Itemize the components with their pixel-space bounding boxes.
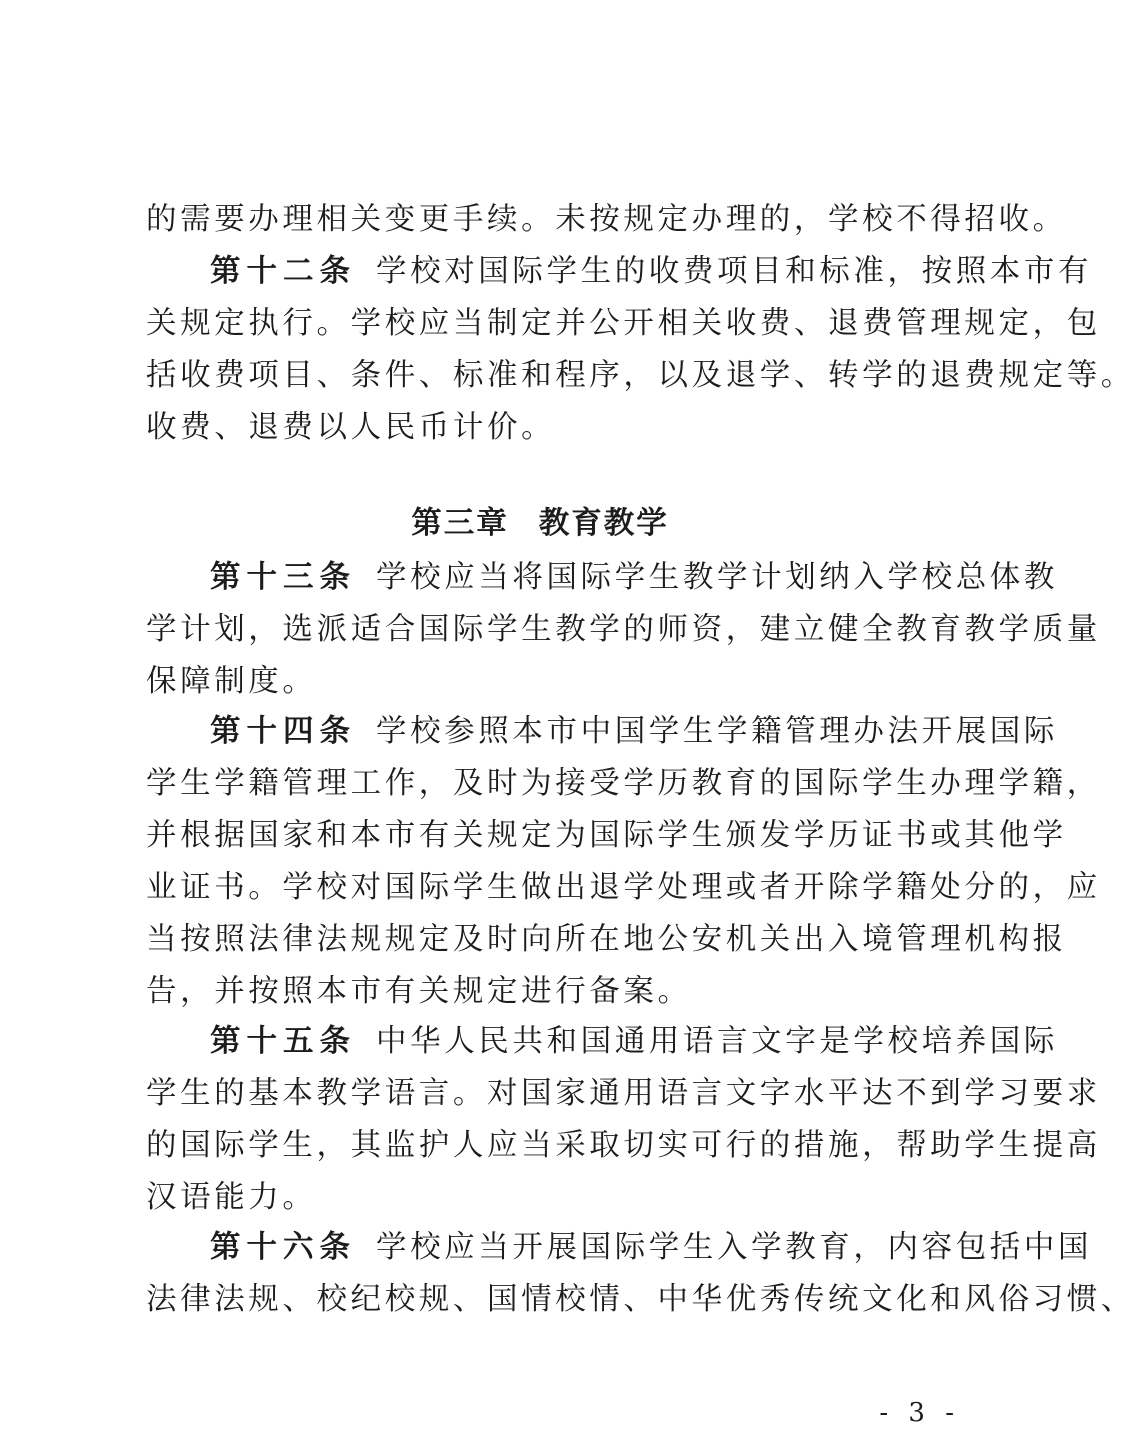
line-text: 学计划，选派适合国际学生教学的师资，建立健全教育教学质量 (146, 612, 1101, 647)
article-13-label: 第十三条 (210, 560, 356, 595)
text-line (146, 758, 1101, 810)
article-15-heading-line (210, 1016, 1058, 1068)
line-text: 业证书。学校对国际学生做出退学处理或者开除学籍处分的，应 (146, 870, 1101, 905)
line-text: 学校参照本市中国学生学籍管理办法开展国际 (376, 714, 1058, 749)
text-line (146, 402, 946, 454)
text-line (146, 1274, 1135, 1326)
line-text: 中华人民共和国通用语言文字是学校培养国际 (376, 1024, 1058, 1059)
text-line (146, 914, 1067, 966)
line-text: 学校应当开展国际学生入学教育，内容包括中国 (376, 1230, 1093, 1265)
line-text: 学生的基本教学语言。对国家通用语言文字水平达不到学习要求 (146, 1076, 1101, 1111)
line-text: 当按照法律法规规定及时向所在地公安机关出入境管理机构报 (146, 922, 1067, 957)
line-text: 汉语能力。 (146, 1180, 317, 1215)
text-line (146, 1068, 1101, 1120)
line-text: 学生学籍管理工作，及时为接受学历教育的国际学生办理学籍， (146, 766, 1101, 801)
article-14-label: 第十四条 (210, 714, 356, 749)
line-text: 学校对国际学生的收费项目和标准，按照本市有 (376, 254, 1093, 289)
line-text: 括收费项目、条件、标准和程序，以及退学、转学的退费规定等。 (146, 358, 1135, 393)
text-line (146, 966, 946, 1018)
article-16-heading-line (210, 1222, 1093, 1274)
article-12-heading-line (210, 246, 1093, 298)
article-15-label: 第十五条 (210, 1024, 356, 1059)
text-line (146, 194, 1067, 246)
line-text: 并根据国家和本市有关规定为国际学生颁发学历证书或其他学 (146, 818, 1067, 853)
line-text: 的国际学生，其监护人应当采取切实可行的措施，帮助学生提高 (146, 1128, 1101, 1163)
line-text: 的需要办理相关变更手续。未按规定办理的，学校不得招收。 (146, 202, 1067, 237)
text-line (146, 350, 1135, 402)
line-text: 法律法规、校纪校规、国情校情、中华优秀传统文化和风俗习惯、 (146, 1282, 1135, 1317)
article-16-label: 第十六条 (210, 1230, 356, 1265)
text-line (146, 604, 1101, 656)
text-line (146, 1120, 1101, 1172)
article-13-heading-line (210, 552, 1058, 604)
text-line (146, 298, 1101, 350)
line-text: 告，并按照本市有关规定进行备案。 (146, 974, 692, 1009)
chapter-number: 第三章 (411, 506, 509, 541)
line-text: 收费、退费以人民币计价。 (146, 410, 556, 445)
chapter-heading (0, 498, 1080, 550)
chapter-title: 教育教学 (538, 506, 669, 541)
line-text: 保障制度。 (146, 664, 317, 699)
text-line (146, 1172, 946, 1224)
text-line (146, 862, 1101, 914)
text-line (146, 810, 1067, 862)
article-12-label: 第十二条 (210, 254, 356, 289)
line-text: 学校应当将国际学生教学计划纳入学校总体教 (376, 560, 1058, 595)
text-line (146, 656, 946, 708)
page-number: - 3 - (879, 1398, 960, 1428)
line-text: 关规定执行。学校应当制定并公开相关收费、退费管理规定，包 (146, 306, 1101, 341)
article-14-heading-line (210, 706, 1058, 758)
